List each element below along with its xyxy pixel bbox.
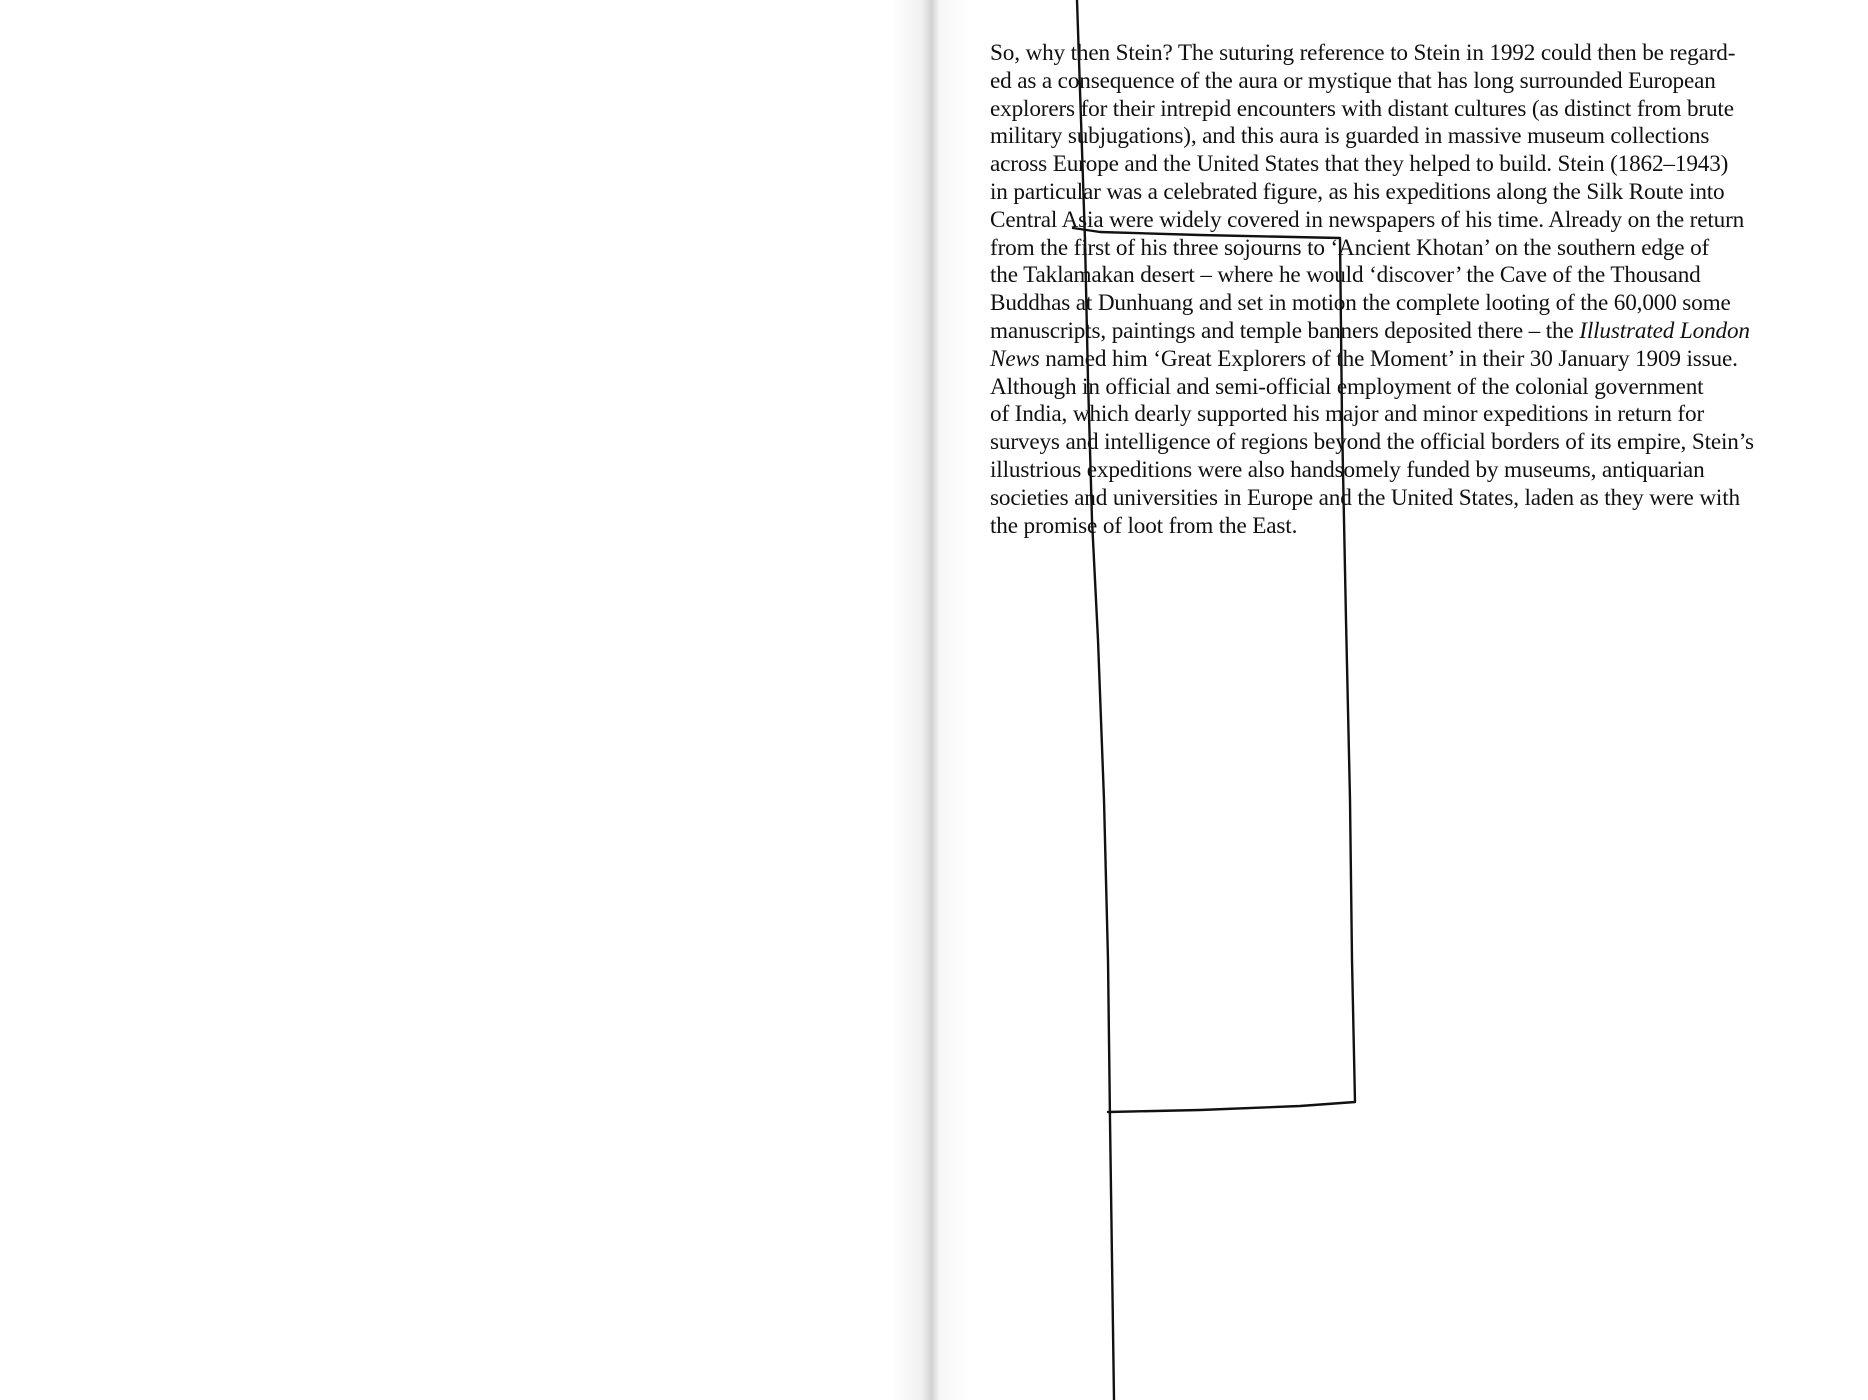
- publication-title-italic-part1: Illustrated London: [1579, 317, 1750, 344]
- text-line-3: explorers for their intrepid encounters with distant cultures (as distinct from brute: [990, 95, 1734, 122]
- text-line-12: [990, 346, 1840, 374]
- text-line-6: in particular was a celebrated figure, as his expeditions along the Silk Route into: [990, 178, 1725, 205]
- text-line-18: the promise of loot from the East.: [990, 512, 1298, 539]
- body-paragraph: [990, 40, 1840, 540]
- text-line-7: Central Asia were widely covered in newspapers of his time. Already on the return: [990, 206, 1745, 233]
- text-line-8: from the first of his three sojourns to ‘Ancient Khotan’ on the southern edge of: [990, 234, 1710, 261]
- text-line-9: the Taklamakan desert – where he would ‘discover’ the Cave of the Thousand: [990, 262, 1701, 289]
- publication-title-italic-part2: News: [990, 345, 1040, 372]
- text-line-17: societies and universities in Europe and the United States, laden as they were with: [990, 484, 1740, 511]
- text-line-11: [990, 318, 1840, 346]
- text-line-14: of India, which dearly supported his major and minor expeditions in return for: [990, 401, 1705, 428]
- text-line-4: military subjugations), and this aura is guarded in massive museum collections: [990, 123, 1710, 150]
- text-line-13: Although in official and semi-official employment of the colonial government: [990, 373, 1704, 400]
- text-line-12-roman: named him ‘Great Explorers of the Moment’ in their 30 January 1909 issue.: [1039, 345, 1738, 372]
- text-line-5: across Europe and the United States that they helped to build. Stein (1862–1943): [990, 151, 1729, 178]
- text-line-15: surveys and intelligence of regions beyond the official borders of its empire, Stein’s: [990, 429, 1754, 456]
- text-line-16: illustrious expeditions were also handsomely funded by museums, antiquarian: [990, 456, 1705, 483]
- text-line-1: So, why then Stein? The suturing reference to Stein in 1992 could then be regard-: [990, 40, 1736, 66]
- text-line-11-roman: manuscripts, paintings and temple banners deposited there – the: [990, 317, 1580, 344]
- text-line-2: ed as a consequence of the aura or mystique that has long surrounded European: [990, 67, 1716, 94]
- text-line-10: Buddhas at Dunhuang and set in motion the complete looting of the 60,000 some: [990, 290, 1731, 317]
